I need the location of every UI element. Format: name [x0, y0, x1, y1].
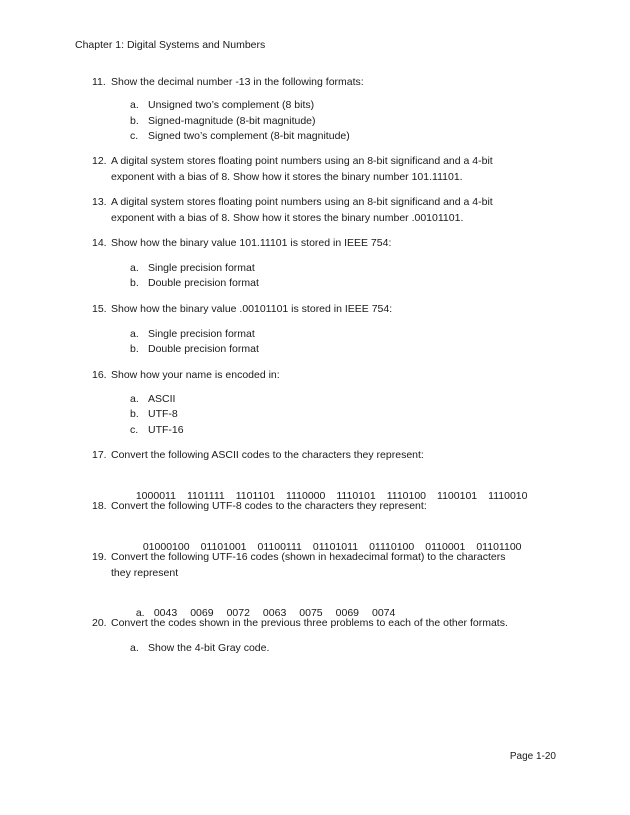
page-number: Page 1-20 — [509, 751, 556, 762]
code-value: 0069 — [190, 607, 214, 619]
problem-15 — [92, 302, 562, 318]
code-value: 01100111 — [257, 541, 302, 553]
sub-letter: b. — [130, 343, 139, 355]
problem-text: Show how your name is encoded in: — [111, 369, 280, 381]
code-value: 1101101 — [235, 490, 276, 502]
code-value: 0075 — [299, 607, 323, 619]
problem-14 — [92, 236, 562, 252]
code-value: 1100101 — [437, 490, 478, 502]
sub-text: Signed-magnitude (8-bit magnitude) — [148, 115, 316, 127]
sub-item — [130, 327, 255, 343]
problem-number: 18. — [92, 500, 107, 512]
code-value: 1110101 — [336, 490, 376, 502]
code-value: 1110000 — [286, 490, 326, 502]
sub-letter: c. — [130, 424, 139, 436]
problem-number: 15. — [92, 303, 107, 315]
code-value: 01101011 — [312, 541, 359, 553]
code-value: 0043 — [153, 607, 178, 619]
sub-item — [130, 276, 259, 292]
problem-text: Convert the following UTF-16 codes (shown in hexadecimal format) to the characters — [111, 551, 506, 563]
sub-text: Single precision format — [148, 262, 255, 274]
code-value: 1110010 — [488, 490, 528, 502]
problem-text: A digital system stores floating point numbers using an 8-bit significand and a 4-bit — [111, 196, 493, 208]
sub-letter: c. — [130, 130, 139, 142]
code-value: 0110001 — [425, 541, 466, 553]
sub-letter: b. — [130, 115, 139, 127]
sub-letter: b. — [130, 277, 139, 289]
sub-item — [130, 129, 350, 145]
problem-20 — [92, 616, 572, 632]
sub-item — [130, 423, 184, 439]
code-value: 1101111 — [186, 490, 225, 502]
code-value: 0063 — [262, 607, 287, 619]
sub-item — [130, 407, 178, 423]
sub-letter: a. — [130, 262, 139, 274]
problem-13 — [92, 195, 572, 226]
problem-number: 19. — [92, 551, 107, 563]
sub-letter: a. — [130, 393, 139, 405]
problem-17 — [92, 448, 562, 464]
sub-letter: a. — [130, 328, 139, 340]
problem-12 — [92, 154, 572, 185]
problem-number: 17. — [92, 449, 107, 461]
code-value: 1110100 — [386, 490, 427, 502]
problem-11 — [92, 75, 562, 91]
code-value: 01000100 — [142, 541, 190, 553]
code-value: 0069 — [335, 607, 359, 619]
sub-text: ASCII — [148, 393, 176, 405]
sub-text: Show the 4-bit Gray code. — [148, 642, 270, 654]
code-value: 01101001 — [200, 541, 247, 553]
sub-item — [130, 392, 175, 408]
chapter-header: Chapter 1: Digital Systems and Numbers — [75, 39, 266, 51]
problem-text: Show the decimal number -13 in the following formats: — [111, 76, 364, 88]
sub-text: UTF-8 — [148, 408, 178, 420]
sub-item — [130, 114, 316, 130]
sub-letter: a. — [130, 99, 139, 111]
sub-item — [130, 98, 314, 114]
sub-item — [130, 641, 269, 657]
problem-16 — [92, 368, 562, 384]
problem-text-continued: exponent with a bias of 8. Show how it stores the binary number .00101101. — [111, 211, 464, 224]
sub-item — [130, 342, 259, 358]
code-value: 01110100 — [369, 541, 415, 553]
sub-letter: a. — [130, 642, 139, 654]
code-value: 0074 — [372, 607, 396, 619]
sub-item — [130, 261, 255, 277]
sub-text: Unsigned two’s complement (8 bits) — [148, 99, 315, 111]
sub-text: Double precision format — [148, 277, 259, 289]
problem-text-continued: exponent with a bias of 8. Show how it stores the binary number 101.11101. — [111, 170, 463, 183]
problem-18 — [92, 499, 562, 515]
code-value: 01101100 — [476, 541, 522, 553]
sub-text: Single precision format — [148, 328, 255, 340]
code-value: 1000011 — [135, 490, 176, 502]
problem-number: 20. — [92, 617, 107, 629]
problem-text-continued: they represent — [111, 566, 179, 579]
problem-number: 16. — [92, 369, 107, 381]
problem-19 — [92, 550, 572, 581]
problem-text: Convert the codes shown in the previous three problems to each of the other formats. — [111, 617, 508, 629]
problem-number: 14. — [92, 237, 107, 249]
sub-text: UTF-16 — [148, 424, 184, 436]
problem-text: Show how the binary value .00101101 is stored in IEEE 754: — [111, 303, 393, 315]
sub-letter: b. — [130, 408, 139, 420]
sub-text: Signed two’s complement (8-bit magnitude) — [148, 130, 350, 142]
problem-text: Convert the following ASCII codes to the characters they represent: — [111, 449, 424, 461]
problem-number: 13. — [92, 196, 107, 208]
sub-letter: a. — [135, 607, 145, 619]
code-value: 0072 — [226, 607, 250, 619]
problem-number: 12. — [92, 155, 107, 167]
problem-number: 11. — [92, 76, 106, 88]
problem-text: Convert the following UTF-8 codes to the characters they represent: — [111, 500, 427, 512]
problem-text: Show how the binary value 101.11101 is stored in IEEE 754: — [111, 237, 392, 249]
problem-text: A digital system stores floating point numbers using an 8-bit significand and a 4-bit — [111, 155, 493, 167]
sub-text: Double precision format — [148, 343, 259, 355]
